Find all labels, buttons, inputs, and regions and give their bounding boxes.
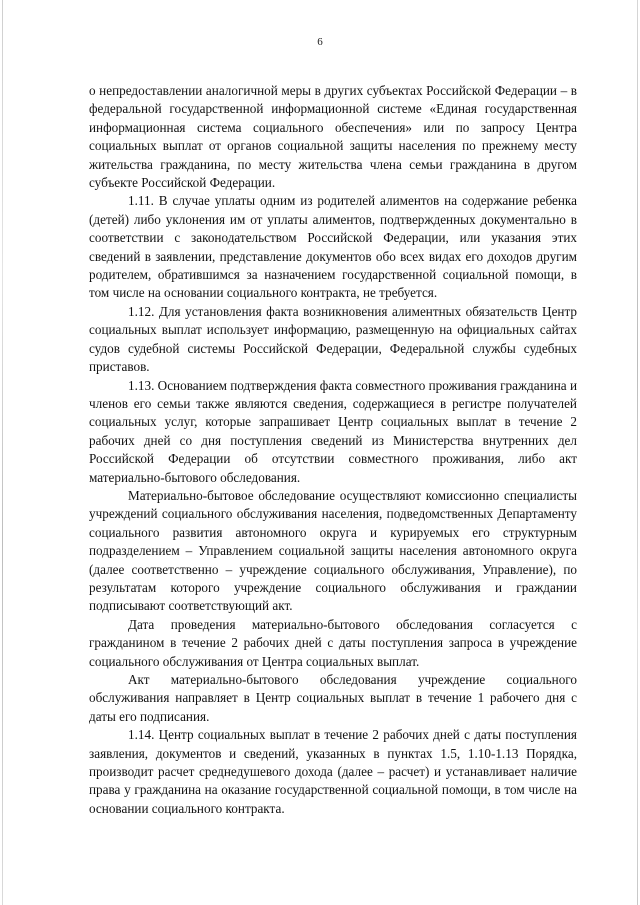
paragraph-inspection: Материально-бытовое обследование осуществляют комиссионно специалисты учреждений социального обслуживания населения, подведомственных Департаменту социального развития автономного округа и курируемых его структурным подразделением – Управлением социальной защиты населения автономного округа (далее соответственно – учреждение социального обслуживания, Управление), по результатам которого учреждение социального обслуживания и граждании подписывают соответствующий акт. xyxy=(89,487,577,614)
paragraph-1-13: 1.13. Основанием подтверждения факта совместного проживания гражданина и членов его семьи также являются сведения, содержащиеся в регистре получателей социальных услуг, которые запрашивает Центр социальных выплат в течение 2 рабочих дней со дня поступления сведений из Министерства внутренних дел Российской Федерации об отсутствии совместного проживания, либо акт материально-бытового обследования. xyxy=(89,377,578,485)
scan-edge-right xyxy=(637,0,638,905)
paragraph-inspection-act: Акт материально-бытового обследования учреждение социального обслуживания направляет в Центр социальных выплат в течение 1 рабочего дня с даты его подписания. xyxy=(89,672,577,724)
paragraph-1-11: 1.11. В случае уплаты одним из родителей алиментов на содержание ребенка (детей) либо уклонения им от уплаты алиментов, подтвержденных документально в соответствии с законодательством Российской Федерации, или указания этих сведений в заявлении, представление документов обо всех видах его доходов другим родителем, обратившимся за назначением государственной социальной помощи, в том числе на основании социального контракта, не требуется. xyxy=(89,193,577,301)
paragraph-1-14: 1.14. Центр социальных выплат в течение 2 рабочих дней с даты поступления заявления, документов и сведений, указанных в пунктах 1.5, 1.10-1.13 Порядка, производит расчет среднедушевого дохода (далее – расчет) и устанавливает наличие права у гражданина на оказание государственной социальной помощи, в том числе на основании социального контракта. xyxy=(89,727,577,816)
document-body xyxy=(89,82,577,818)
paragraph-continuation: о непредоставлении аналогичной меры в других субъектах Российской Федерации – в федеральной государственной информационной системе «Единая государственная информационная система социального обеспечения» или по запросу Центра социальных выплат от органов социальной защиты населения по прежнему месту жительства гражданина, по месту жительства члена семьи гражданина в другом субъекте Российской Федерации. xyxy=(89,83,577,191)
scan-edge-left xyxy=(2,0,3,905)
page-number: 6 xyxy=(317,36,323,48)
paragraph-inspection-date: Дата проведения материально-бытового обследования согласуется с гражданином в течение 2 рабочих дней с даты поступления запроса в учреждение социального обслуживания от Центра социальных выплат. xyxy=(89,616,577,669)
paragraph-1-12: 1.12. Для установления факта возникновения алиментных обязательств Центр социальных выплат использует информацию, размещенную на официальных сайтах судов судебной системы Российской Федерации, Федеральной службы судебных приставов. xyxy=(89,303,577,375)
